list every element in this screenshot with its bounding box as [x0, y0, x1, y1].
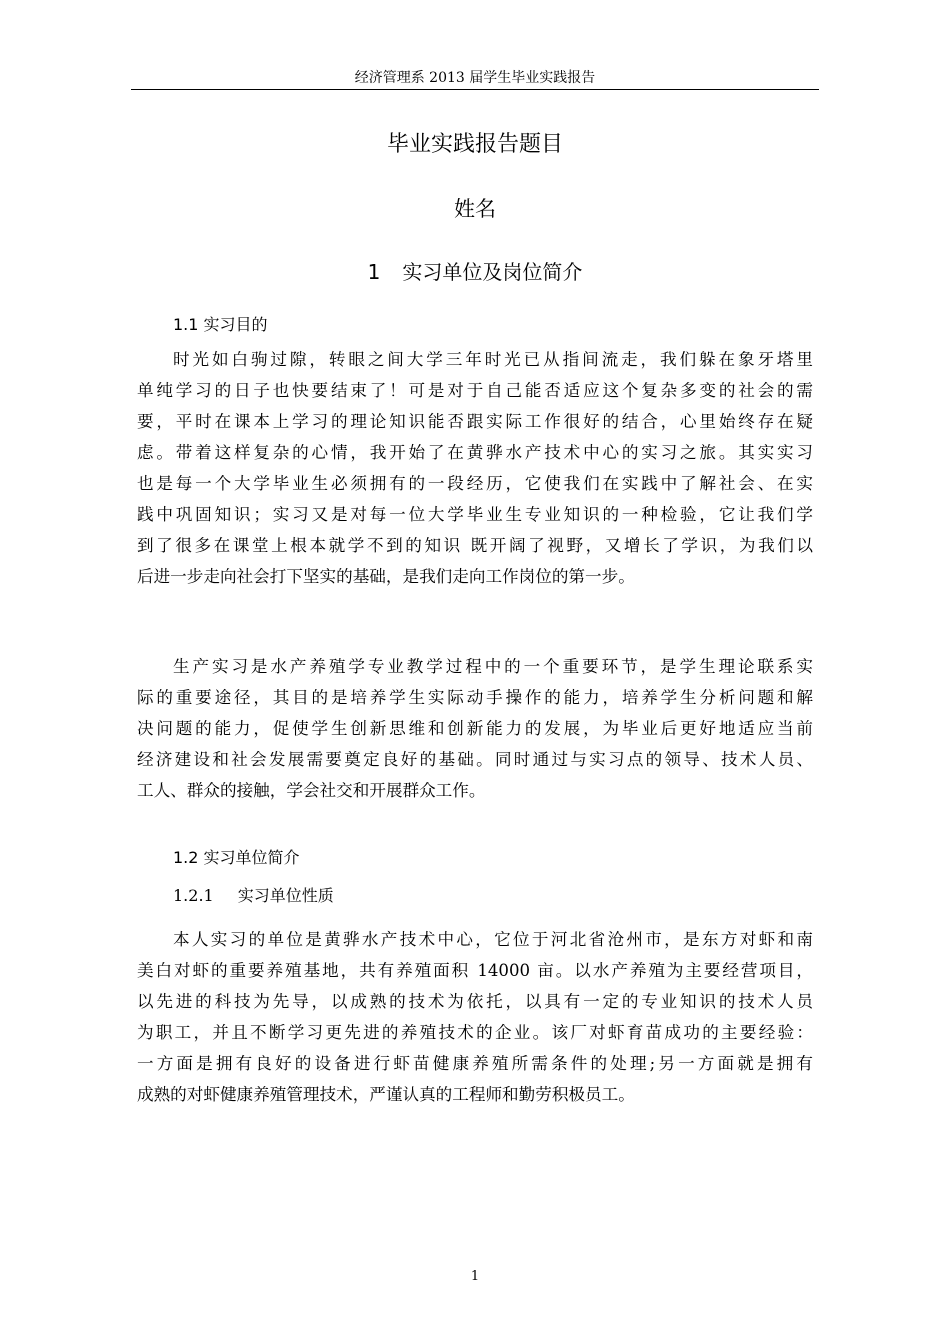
paragraph-line: 成熟的对虾健康养殖管理技术，严谨认真的工程师和勤劳积极员工。 [137, 1085, 635, 1104]
paragraph-line: 际的重要途径，其目的是培养学生实际动手操作的能力，培养学生分析问题和解 [137, 688, 813, 707]
paragraph-line: 后进一步走向社会打下坚实的基础，是我们走向工作岗位的第一步。 [137, 567, 635, 586]
paragraph-line: 决问题的能力，促使学生创新思维和创新能力的发展，为毕业后更好地适应当前 [137, 719, 813, 738]
paragraph-line: 时光如白驹过隙，转眼之间大学三年时光已从指间流走，我们躲在象牙塔里 [173, 350, 813, 369]
paragraph-line: 经济建设和社会发展需要奠定良好的基础。同时通过与实习点的领导、技术人员、 [137, 750, 813, 769]
subsection-heading-1-2: 1.2 实习单位简介 [173, 848, 300, 867]
subsubsection-number: 1.2.1 [173, 886, 214, 905]
paragraph-line: 生产实习是水产养殖学专业教学过程中的一个重要环节，是学生理论联系实 [173, 657, 813, 676]
paragraph-line: 为职工，并且不断学习更先进的养殖技术的企业。该厂对虾育苗成功的主要经验： [137, 1023, 813, 1042]
report-title: 毕业实践报告题目 [386, 132, 563, 157]
paragraph-unit-nature [137, 924, 813, 1110]
paragraph-line: 也是每一个大学毕业生必须拥有的一段经历，它使我们在实践中了解社会、在实 [137, 474, 813, 493]
header-rule [131, 89, 819, 90]
paragraph-purpose-2 [137, 651, 813, 806]
section-number: 1 [367, 260, 381, 284]
paragraph-line: 以先进的科技为先导，以成熟的技术为依托，以具有一定的专业知识的技术人员 [137, 992, 813, 1011]
paragraph-line: 工人、群众的接触，学会社交和开展群众工作。 [137, 781, 486, 800]
paragraph-line: 践中巩固知识；实习又是对每一位大学毕业生专业知识的一种检验，它让我们学 [137, 505, 813, 524]
paragraph-line: 到了很多在课堂上根本就学不到的知识 既开阔了视野，又增长了学识，为我们以 [137, 536, 813, 555]
subsubsection-heading-1-2-1 [173, 883, 334, 909]
paragraph-line: 虑。带着这样复杂的心情，我开始了在黄骅水产技术中心的实习之旅。其实实习 [137, 443, 813, 462]
running-header: 经济管理系 2013 届学生毕业实践报告 [354, 70, 596, 86]
author-name: 姓名 [454, 197, 496, 221]
paragraph-line: 一方面是拥有良好的设备进行虾苗健康养殖所需条件的处理;另一方面就是拥有 [137, 1054, 813, 1073]
paragraph-purpose-1 [137, 344, 813, 592]
subsubsection-title: 实习单位性质 [237, 886, 334, 905]
page-number: 1 [470, 1269, 480, 1284]
paragraph-line: 单纯学习的日子也快要结束了！可是对于自己能否适应这个复杂多变的社会的需 [137, 381, 813, 400]
paragraph-line: 本人实习的单位是黄骅水产技术中心，它位于河北省沧州市，是东方对虾和南 [173, 930, 813, 949]
paragraph-line: 要，平时在课本上学习的理论知识能否跟实际工作很好的结合，心里始终存在疑 [137, 412, 813, 431]
section-title: 实习单位及岗位简介 [402, 260, 583, 284]
section-heading [131, 256, 819, 288]
subsection-heading-1-1: 1.1 实习目的 [173, 315, 268, 334]
paragraph-line: 美白对虾的重要养殖基地，共有养殖面积 14000 亩。以水产养殖为主要经营项目， [137, 961, 813, 980]
